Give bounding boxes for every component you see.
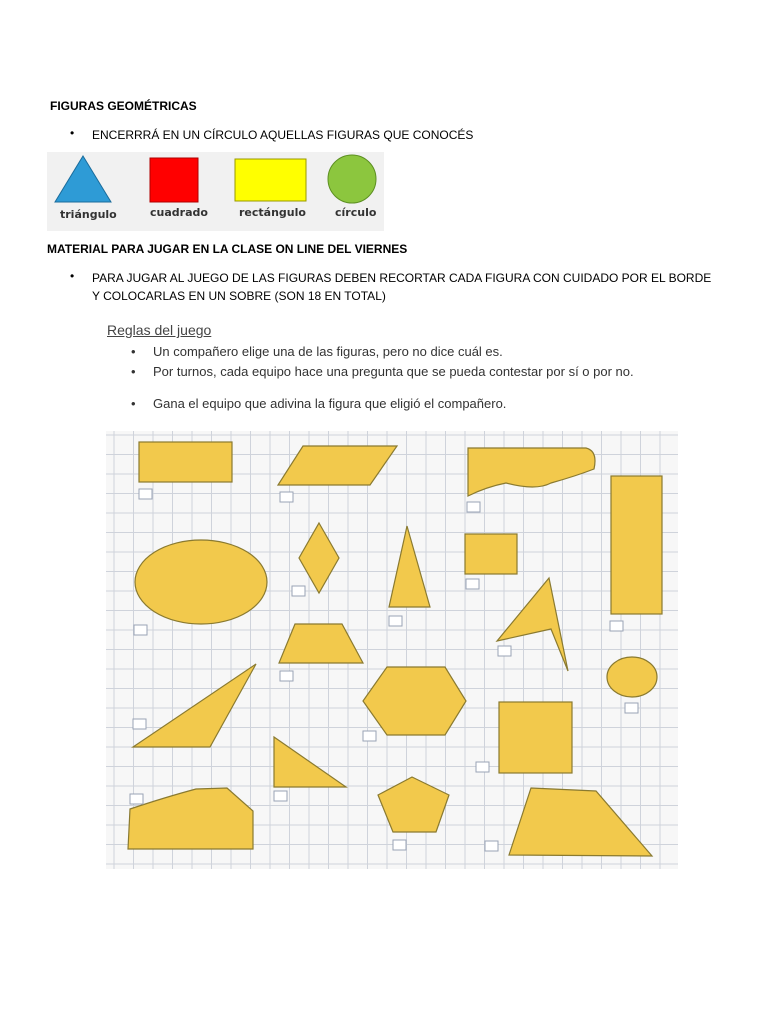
checkbox-icon [393,840,406,850]
checkbox-icon [274,791,287,801]
bullet-dot: • [131,344,136,359]
triangle-shape [55,156,111,202]
checkbox-icon [389,616,402,626]
checkbox-icon [280,492,293,502]
checkbox-icon [134,625,147,635]
rule-item-3: Gana el equipo que adivina la figura que eligió el compañero. [153,396,507,411]
checkbox-icon [625,703,638,713]
checkbox-icon [467,502,480,512]
checkbox-icon [498,646,511,656]
shapes-game-board [106,431,678,869]
bullet-dot: • [131,396,136,411]
game-ellipse [135,540,267,624]
checkbox-icon [130,794,143,804]
circle-shape [328,155,376,203]
section-title-material: MATERIAL PARA JUGAR EN LA CLASE ON LINE DEL VIERNES [47,242,408,256]
checkbox-icon [280,671,293,681]
rectangle-shape [235,159,306,201]
bullet-dot: • [70,126,75,140]
square-shape [150,158,198,202]
bullet-dot: • [131,364,136,379]
game-square-large [499,702,572,773]
rules-title: Reglas del juego [107,322,212,338]
checkbox-icon [485,841,498,851]
instruction-bullet-2: PARA JUGAR AL JUEGO DE LAS FIGURAS DEBEN RECORTAR CADA FIGURA CON CUIDADO POR EL BORDE Y COLOCARLAS EN UN SOBRE (SON 18 EN TOTAL) [92,271,712,303]
label-circulo: círculo [335,206,377,219]
section-title-figuras: FIGURAS GEOMÉTRICAS [50,99,197,113]
checkbox-icon [363,731,376,741]
checkbox-icon [476,762,489,772]
label-triangulo: triángulo [60,208,117,221]
game-rectangle-tall [611,476,662,614]
label-rectangulo: rectángulo [239,206,306,219]
bullet-dot: • [70,269,75,283]
checkbox-icon [133,719,146,729]
checkbox-icon [466,579,479,589]
rule-item-1: Un compañero elige una de las figuras, pero no dice cuál es. [153,344,503,359]
label-cuadrado: cuadrado [150,206,208,219]
shapes-board-svg [106,431,678,869]
rule-item-2: Por turnos, cada equipo hace una pregunta que se pueda contestar por sí o por no. [153,364,634,379]
instruction-bullet-1: ENCERRRÁ EN UN CÍRCULO AQUELLAS FIGURAS QUE CONOCÉS [92,128,474,142]
shapes-reference-image [47,152,384,231]
game-rules-image [97,318,677,418]
game-square-small [465,534,517,574]
checkbox-icon [610,621,623,631]
game-rectangle-1 [139,442,232,482]
game-circle-small [607,657,657,697]
checkbox-icon [139,489,152,499]
checkbox-icon [292,586,305,596]
